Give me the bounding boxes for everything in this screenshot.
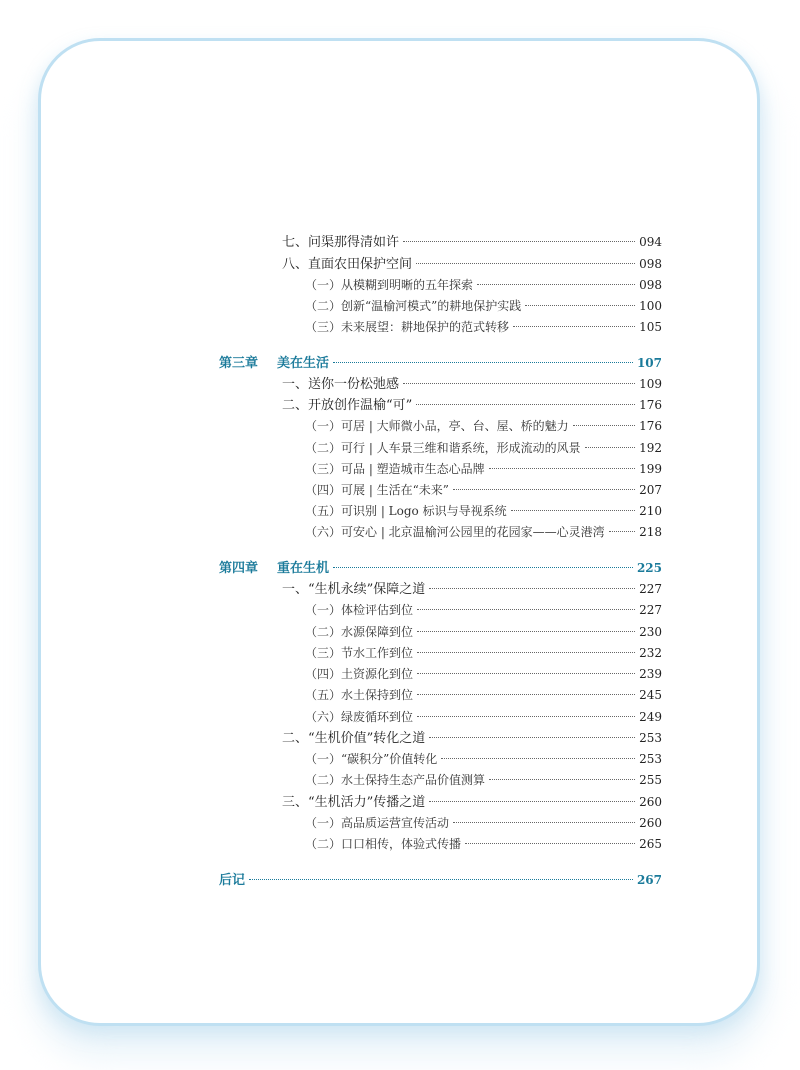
toc-subentry[interactable]: （一）从模糊到明晰的五年探索 098 [305, 278, 662, 292]
toc-subentry[interactable]: （二）创新“温榆河模式”的耕地保护实践 100 [305, 299, 662, 313]
toc-subentry[interactable]: （四）土资源化到位 239 [305, 667, 662, 681]
toc-subentry[interactable]: （五）可识别 | Logo 标识与导视系统 210 [305, 504, 662, 518]
toc-subentry[interactable]: （三）节水工作到位 232 [305, 646, 662, 660]
toc-subentry[interactable]: （一）高品质运营宣传活动 260 [305, 816, 662, 830]
chapter-heading[interactable]: 第四章 重在生机 225 [219, 561, 662, 576]
toc-entry[interactable]: 一、送你一份松弛感 109 [282, 377, 662, 392]
toc-entry[interactable]: 二、“生机价值”转化之道 253 [282, 731, 662, 746]
toc-subentry[interactable]: （一）可居 | 大师微小品，亭、台、屋、桥的魅力 176 [305, 419, 662, 433]
afterword-heading[interactable]: 后记 267 [219, 873, 662, 888]
toc-subentry[interactable]: （五）水土保持到位 245 [305, 688, 662, 702]
toc-subentry[interactable]: （四）可展 | 生活在“未来” 207 [305, 483, 662, 497]
toc-entry[interactable]: 八、直面农田保护空间 098 [282, 257, 662, 272]
toc-subentry[interactable]: （六）绿废循环到位 249 [305, 710, 662, 724]
toc-entry[interactable]: 一、“生机永续”保障之道 227 [282, 582, 662, 597]
toc-subentry[interactable]: （三）可品 | 塑造城市生态心品牌 199 [305, 462, 662, 476]
toc-subentry[interactable]: （三）未来展望：耕地保护的范式转移 105 [305, 320, 662, 334]
toc-subentry[interactable]: （一）“碳积分”价值转化 253 [305, 752, 662, 766]
toc-subentry[interactable]: （二）水源保障到位 230 [305, 625, 662, 639]
toc-subentry[interactable]: （二）口口相传，体验式传播 265 [305, 837, 662, 851]
toc-subentry[interactable]: （二）可行 | 人车景三维和谐系统，形成流动的风景 192 [305, 441, 662, 455]
toc-entry[interactable]: 三、“生机活力”传播之道 260 [282, 795, 662, 810]
toc-entry[interactable]: 七、问渠那得清如许 094 [282, 235, 662, 250]
toc-entry[interactable]: 二、开放创作温榆“可” 176 [282, 398, 662, 413]
toc-subentry[interactable]: （二）水土保持生态产品价值测算 255 [305, 773, 662, 787]
toc-subentry[interactable]: （一）体检评估到位 227 [305, 603, 662, 617]
toc-subentry[interactable]: （六）可安心 | 北京温榆河公园里的花园家——心灵港湾 218 [305, 525, 662, 539]
chapter-heading[interactable]: 第三章 美在生活 107 [219, 356, 662, 371]
